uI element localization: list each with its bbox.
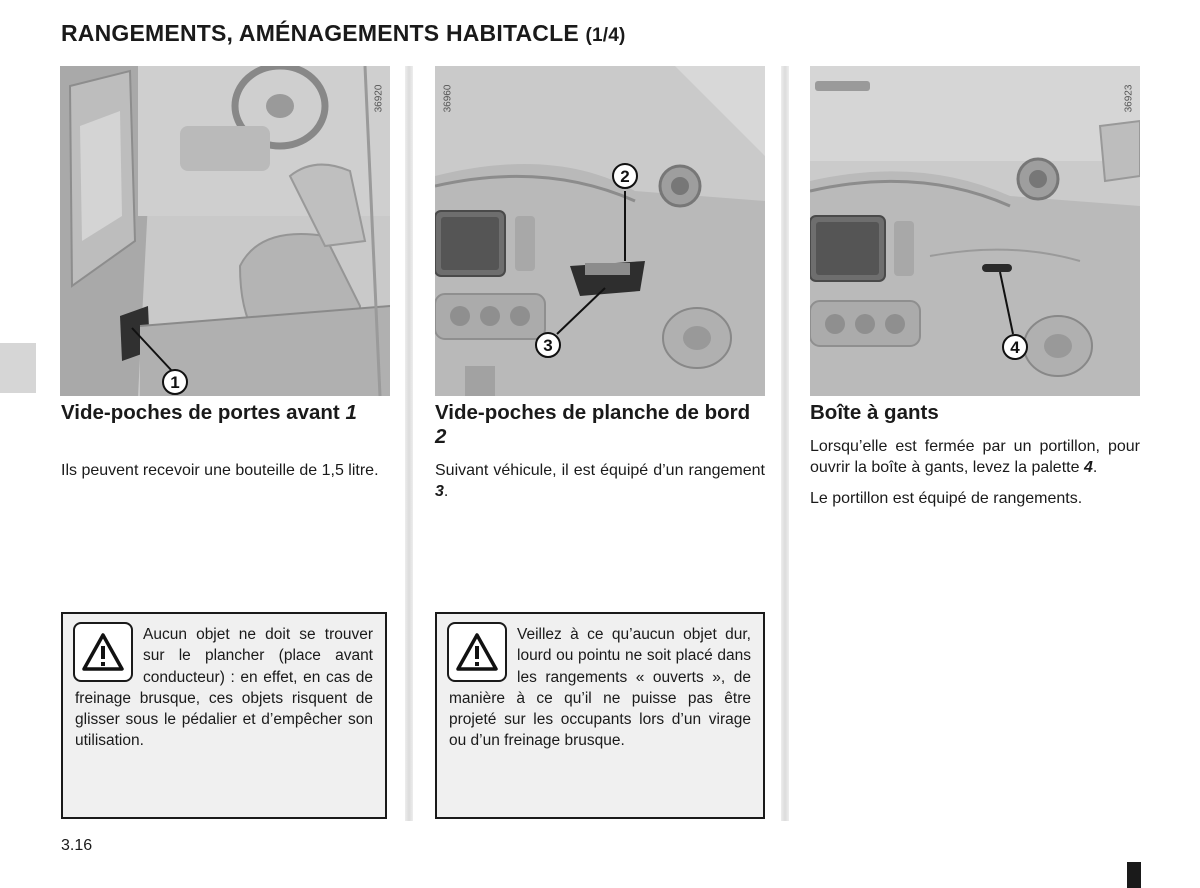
callout-1: 1: [170, 373, 180, 392]
image-ref-code: 36920: [373, 84, 385, 112]
corner-marker: [1127, 862, 1141, 888]
page-number: 3.16: [61, 837, 93, 854]
page-title: RANGEMENTS, AMÉNAGEMENTS HABITACLE (1/4): [61, 20, 626, 46]
section-body-dashboard-pockets: Suivant véhicule, il est équipé d’un rangement 3.: [435, 462, 765, 500]
section-heading-dashboard-pockets: Vide-poches de planche de bord 2: [435, 401, 751, 448]
photo-dashboard-pocket: [435, 66, 765, 396]
page-title-suffix: (1/4): [585, 25, 626, 46]
warning-box-floor-objects: [61, 612, 387, 819]
section-heading-glove-box: Boîte à gants: [810, 401, 939, 424]
warning-text: Veillez à ce qu’aucun objet dur, lourd ou pointu ne soit placé dans les rangements « ouverts », de manière à ce qu’il ne puisse pas être projeté sur les occupants lors d’un virage ou d’un freinage brusque.: [449, 626, 751, 750]
warning-text: Aucun objet ne doit se trouver sur le plancher (place avant conducteur) : en effet, en cas de freinage brusque, ces objets risquent de glisser sous le pédalier et d’empêcher son utilisation.: [75, 626, 373, 750]
image-ref-code: 36960: [442, 84, 454, 112]
section-body-glove-box: Lorsqu’elle est fermée par un portillon, pour ouvrir la boîte à gants, levez la palette 4. Le portillon est équipé de rangements.: [810, 438, 1140, 507]
chapter-side-tab: [0, 343, 36, 393]
section-body-door-pockets: [61, 460, 391, 491]
warning-triangle-icon: [73, 622, 133, 682]
column-separator: [405, 66, 413, 821]
paragraph: Ils peuvent recevoir une bouteille de 1,5 litre.: [61, 462, 379, 479]
callout-3: 3: [543, 336, 553, 355]
image-ref-code: 36923: [1123, 84, 1135, 112]
callout-4: 4: [1010, 338, 1020, 357]
paragraph: Le portillon est équipé de rangements.: [810, 490, 1083, 507]
warning-box-open-storage: [435, 612, 765, 819]
callout-2: 2: [620, 167, 630, 186]
section-heading-door-pockets: Vide-poches de portes avant 1: [61, 401, 357, 424]
column-separator: [781, 66, 789, 821]
photo-door-pocket: [60, 66, 390, 396]
warning-triangle-icon: [447, 622, 507, 682]
photo-glove-box: [810, 66, 1140, 396]
